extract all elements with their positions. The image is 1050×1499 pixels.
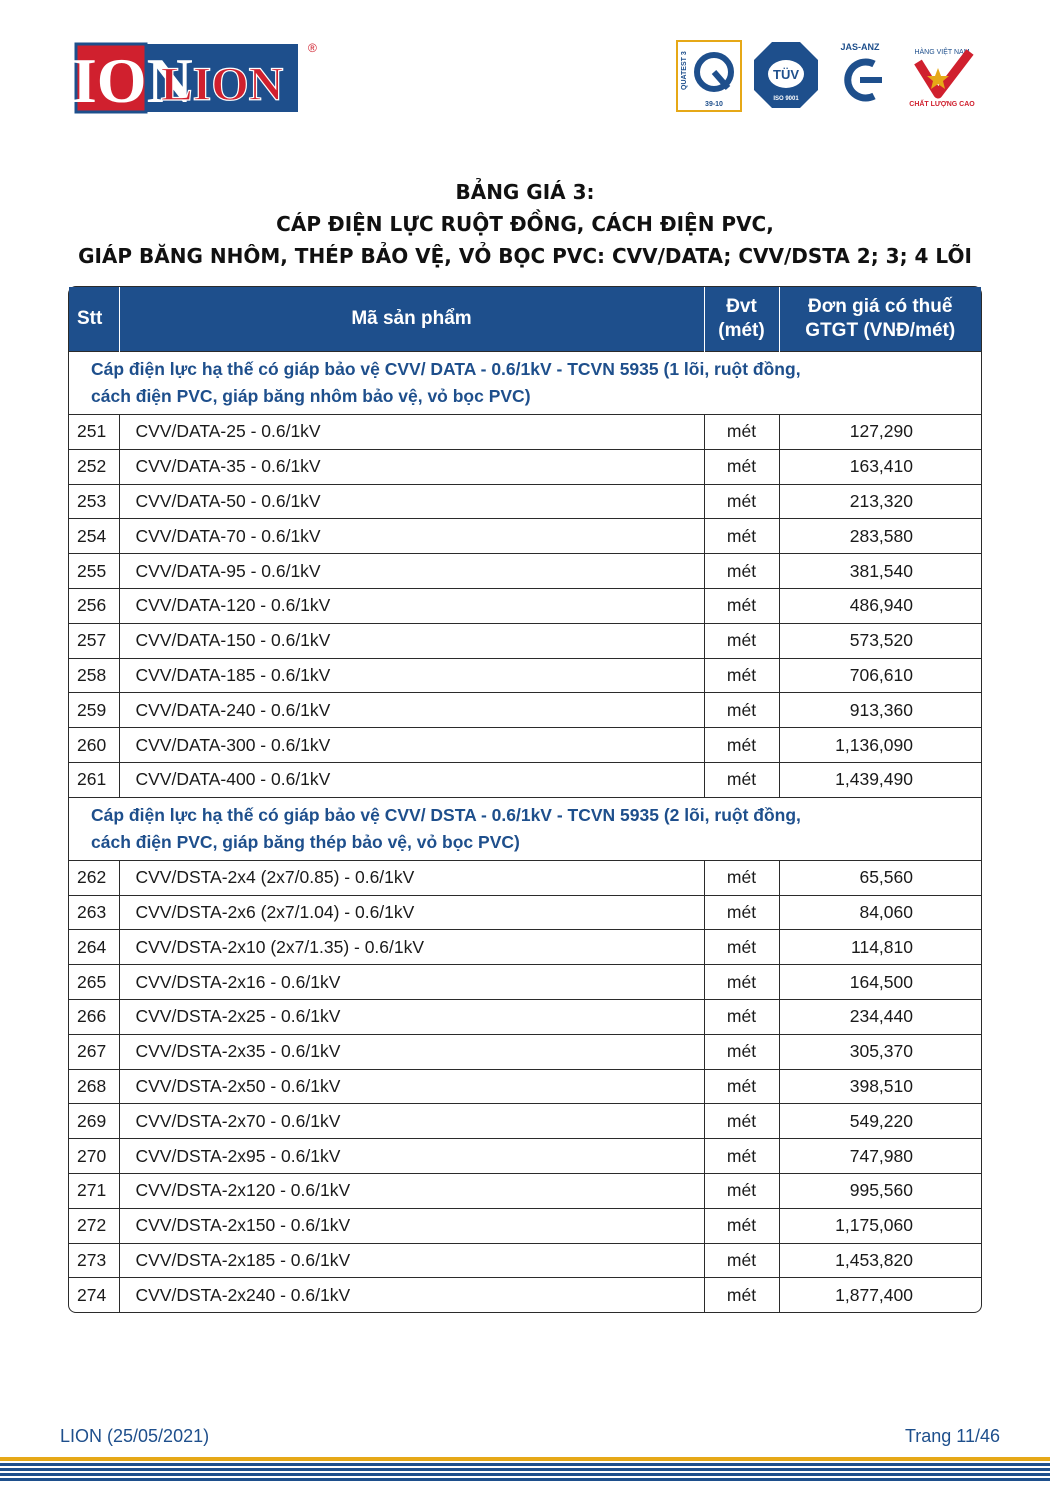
- jas-anz-logo: [830, 40, 890, 110]
- cell-price: 706,610: [779, 658, 981, 693]
- cell-product-code: CVV/DSTA-2x4 (2x7/0.85) - 0.6/1kV: [119, 860, 704, 895]
- svg-text:ISO 9001: ISO 9001: [773, 96, 799, 102]
- group-title-line-2: cách điện PVC, giáp băng nhôm bảo vệ, vỏ bọc PVC): [91, 386, 531, 406]
- group-header-row: [69, 352, 981, 415]
- cell-product-code: CVV/DSTA-2x120 - 0.6/1kV: [119, 1173, 704, 1208]
- table-row: [69, 1173, 981, 1208]
- table-row: [69, 965, 981, 1000]
- table-row: [69, 658, 981, 693]
- cell-stt: 273: [69, 1243, 119, 1278]
- cell-price: 995,560: [779, 1173, 981, 1208]
- header-code: Mã sản phẩm: [119, 287, 704, 352]
- cell-unit: mét: [704, 693, 779, 728]
- table-row: [69, 860, 981, 895]
- cell-product-code: CVV/DSTA-2x150 - 0.6/1kV: [119, 1208, 704, 1243]
- group-title: [69, 797, 981, 860]
- footer-date: LION (25/05/2021): [60, 1426, 210, 1446]
- table-row: [69, 999, 981, 1034]
- header-price-line-2: GTGT (VNĐ/mét): [805, 320, 956, 341]
- cell-product-code: CVV/DATA-50 - 0.6/1kV: [119, 484, 704, 519]
- cell-price: 234,440: [779, 999, 981, 1034]
- cell-unit: mét: [704, 484, 779, 519]
- cell-price: 114,810: [779, 930, 981, 965]
- table-row: [69, 1104, 981, 1139]
- cell-price: 549,220: [779, 1104, 981, 1139]
- cell-product-code: CVV/DSTA-2x185 - 0.6/1kV: [119, 1243, 704, 1278]
- svg-text:QUATEST 3: QUATEST 3: [681, 51, 688, 90]
- table-row: [69, 1208, 981, 1243]
- table-row: [69, 1243, 981, 1278]
- cell-stt: 272: [69, 1208, 119, 1243]
- tuv-iso9001-logo: [752, 40, 820, 110]
- cell-stt: 259: [69, 693, 119, 728]
- cell-product-code: CVV/DATA-300 - 0.6/1kV: [119, 728, 704, 763]
- cell-stt: 253: [69, 484, 119, 519]
- cell-price: 1,175,060: [779, 1208, 981, 1243]
- cell-unit: mét: [704, 623, 779, 658]
- cell-stt: 257: [69, 623, 119, 658]
- cell-stt: 264: [69, 930, 119, 965]
- cell-product-code: CVV/DSTA-2x95 - 0.6/1kV: [119, 1139, 704, 1174]
- title-line-1: BẢNG GIÁ 3:: [455, 180, 595, 204]
- cell-product-code: CVV/DATA-25 - 0.6/1kV: [119, 415, 704, 450]
- cell-price: 163,410: [779, 449, 981, 484]
- cell-unit: mét: [704, 1278, 779, 1312]
- cell-stt: 270: [69, 1139, 119, 1174]
- header-unit-line-1: Đvt: [726, 296, 757, 317]
- cell-price: 398,510: [779, 1069, 981, 1104]
- cell-unit: mét: [704, 1139, 779, 1174]
- cell-stt: 256: [69, 588, 119, 623]
- cell-stt: 254: [69, 519, 119, 554]
- cell-price: 1,136,090: [779, 728, 981, 763]
- lion-logo: [29, 40, 322, 116]
- cell-product-code: CVV/DSTA-2x35 - 0.6/1kV: [119, 1034, 704, 1069]
- page-title: [0, 176, 1050, 272]
- svg-text:HÀNG VIỆT NAM: HÀNG VIỆT NAM: [914, 49, 970, 56]
- cell-unit: mét: [704, 588, 779, 623]
- registered-mark: ®: [308, 41, 317, 55]
- cell-price: 164,500: [779, 965, 981, 1000]
- header-unit-line-2: (mét): [718, 320, 765, 341]
- table-row: [69, 930, 981, 965]
- table-row: [69, 1069, 981, 1104]
- table-row: [69, 1278, 981, 1312]
- table-row: [69, 693, 981, 728]
- cell-unit: mét: [704, 1208, 779, 1243]
- title-line-3: GIÁP BĂNG NHÔM, THÉP BẢO VỆ, VỎ BỌC PVC: CVV/DATA; CVV/DSTA 2; 3; 4 LÕI: [78, 244, 972, 268]
- cell-stt: 268: [69, 1069, 119, 1104]
- cell-stt: 274: [69, 1278, 119, 1312]
- header-stt: Stt: [69, 287, 119, 352]
- header-price-line-1: Đơn giá có thuế: [808, 296, 953, 317]
- title-line-2: CÁP ĐIỆN LỰC RUỘT ĐỒNG, CÁCH ĐIỆN PVC,: [276, 212, 774, 236]
- table-row: [69, 895, 981, 930]
- table-header-row: [69, 287, 981, 352]
- cell-stt: 269: [69, 1104, 119, 1139]
- header-price: [779, 287, 981, 352]
- cell-price: 913,360: [779, 693, 981, 728]
- lion-logo-letter: LION: [29, 45, 193, 116]
- price-table: [68, 286, 982, 1313]
- cell-product-code: CVV/DSTA-2x10 (2x7/1.35) - 0.6/1kV: [119, 930, 704, 965]
- cell-stt: 258: [69, 658, 119, 693]
- cell-unit: mét: [704, 415, 779, 450]
- cell-product-code: CVV/DATA-150 - 0.6/1kV: [119, 623, 704, 658]
- cell-unit: mét: [704, 930, 779, 965]
- cell-product-code: CVV/DATA-185 - 0.6/1kV: [119, 658, 704, 693]
- cell-price: 283,580: [779, 519, 981, 554]
- cell-stt: 261: [69, 762, 119, 797]
- group-header-row: [69, 797, 981, 860]
- cell-price: 486,940: [779, 588, 981, 623]
- cell-price: 84,060: [779, 895, 981, 930]
- cell-price: 127,290: [779, 415, 981, 450]
- cell-price: 747,980: [779, 1139, 981, 1174]
- cell-unit: mét: [704, 658, 779, 693]
- cell-unit: mét: [704, 895, 779, 930]
- cell-unit: mét: [704, 1173, 779, 1208]
- table-row: [69, 588, 981, 623]
- footer-page-number: Trang 11/46: [904, 1426, 1000, 1446]
- cell-stt: 271: [69, 1173, 119, 1208]
- cell-stt: 266: [69, 999, 119, 1034]
- cell-product-code: CVV/DATA-120 - 0.6/1kV: [119, 588, 704, 623]
- cell-product-code: CVV/DSTA-2x16 - 0.6/1kV: [119, 965, 704, 1000]
- group-title: [69, 352, 981, 415]
- cell-unit: mét: [704, 762, 779, 797]
- certification-logos: [672, 40, 982, 112]
- footer-stripes: [0, 1457, 1050, 1499]
- cell-stt: 260: [69, 728, 119, 763]
- cell-stt: 267: [69, 1034, 119, 1069]
- header-unit: [704, 287, 779, 352]
- table-row: [69, 1139, 981, 1174]
- cell-product-code: CVV/DSTA-2x240 - 0.6/1kV: [119, 1278, 704, 1312]
- cell-unit: mét: [704, 1104, 779, 1139]
- table-row: [69, 762, 981, 797]
- svg-text:39-10: 39-10: [705, 101, 723, 108]
- cell-stt: 251: [69, 415, 119, 450]
- table-row: [69, 623, 981, 658]
- cell-price: 381,540: [779, 554, 981, 589]
- cell-unit: mét: [704, 554, 779, 589]
- table-row: [69, 415, 981, 450]
- svg-text:TÜV: TÜV: [773, 67, 799, 82]
- cell-product-code: CVV/DSTA-2x6 (2x7/1.04) - 0.6/1kV: [119, 895, 704, 930]
- svg-text:LION: LION: [160, 58, 284, 111]
- cell-price: 573,520: [779, 623, 981, 658]
- group-title-line-1: Cáp điện lực hạ thế có giáp bảo vệ CVV/ DSTA - 0.6/1kV - TCVN 5935 (2 lõi, ruột đồng,: [91, 804, 801, 825]
- cell-unit: mét: [704, 519, 779, 554]
- quatest3-logo: [676, 40, 742, 112]
- cell-stt: 252: [69, 449, 119, 484]
- table-row: [69, 449, 981, 484]
- cell-product-code: CVV/DATA-240 - 0.6/1kV: [119, 693, 704, 728]
- cell-price: 1,453,820: [779, 1243, 981, 1278]
- cell-stt: 255: [69, 554, 119, 589]
- cell-product-code: CVV/DATA-95 - 0.6/1kV: [119, 554, 704, 589]
- cell-unit: mét: [704, 1034, 779, 1069]
- cell-product-code: CVV/DSTA-2x70 - 0.6/1kV: [119, 1104, 704, 1139]
- cell-price: 1,439,490: [779, 762, 981, 797]
- cell-price: 305,370: [779, 1034, 981, 1069]
- cell-product-code: CVV/DATA-35 - 0.6/1kV: [119, 449, 704, 484]
- cell-stt: 265: [69, 965, 119, 1000]
- hang-viet-nam-chat-luong-cao-logo: [904, 40, 980, 110]
- table-body: [69, 352, 981, 1313]
- cell-unit: mét: [704, 965, 779, 1000]
- cell-stt: 262: [69, 860, 119, 895]
- cell-unit: mét: [704, 728, 779, 763]
- group-title-line-2: cách điện PVC, giáp băng thép bảo vệ, vỏ bọc PVC): [91, 831, 520, 852]
- cell-product-code: CVV/DATA-70 - 0.6/1kV: [119, 519, 704, 554]
- cell-product-code: CVV/DSTA-2x50 - 0.6/1kV: [119, 1069, 704, 1104]
- cell-unit: mét: [704, 1243, 779, 1278]
- group-title-line-1: Cáp điện lực hạ thế có giáp bảo vệ CVV/ DATA - 0.6/1kV - TCVN 5935 (1 lõi, ruột đồng,: [91, 359, 801, 379]
- cell-unit: mét: [704, 1069, 779, 1104]
- cell-unit: mét: [704, 449, 779, 484]
- table-row: [69, 1034, 981, 1069]
- table-row: [69, 484, 981, 519]
- cell-price: 213,320: [779, 484, 981, 519]
- cell-price: 1,877,400: [779, 1278, 981, 1312]
- table-row: [69, 519, 981, 554]
- cell-unit: mét: [704, 860, 779, 895]
- cell-product-code: CVV/DATA-400 - 0.6/1kV: [119, 762, 704, 797]
- svg-text:JAS-ANZ: JAS-ANZ: [840, 42, 880, 52]
- table-row: [69, 554, 981, 589]
- cell-unit: mét: [704, 999, 779, 1034]
- svg-text:CHẤT LƯỢNG CAO: CHẤT LƯỢNG CAO: [909, 101, 975, 108]
- cell-stt: 263: [69, 895, 119, 930]
- table-row: [69, 728, 981, 763]
- cell-price: 65,560: [779, 860, 981, 895]
- cell-product-code: CVV/DSTA-2x25 - 0.6/1kV: [119, 999, 704, 1034]
